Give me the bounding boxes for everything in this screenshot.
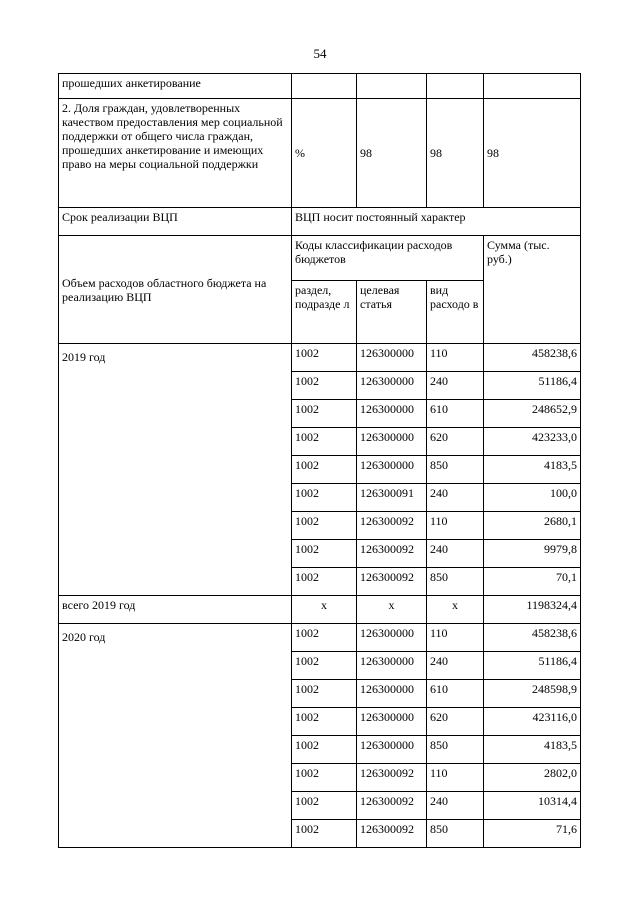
section-code: 1002 xyxy=(292,372,357,400)
term-row xyxy=(59,208,581,236)
sum-value: 423116,0 xyxy=(484,708,581,736)
type-code: 240 xyxy=(427,372,484,400)
target-code: 126300000 xyxy=(357,456,427,484)
target-code: 126300091 xyxy=(357,484,427,512)
section-code: 1002 xyxy=(292,540,357,568)
sum-value: 423233,0 xyxy=(484,428,581,456)
type-code: 240 xyxy=(427,484,484,512)
target-code: 126300000 xyxy=(357,736,427,764)
target-code: 126300092 xyxy=(357,792,427,820)
budget-header-row xyxy=(59,236,581,281)
page-number: 54 xyxy=(313,46,327,61)
total-mark: x xyxy=(427,596,484,624)
section-code: 1002 xyxy=(292,652,357,680)
total-label: всего 2019 год xyxy=(59,596,292,624)
col-target-header: целевая статья xyxy=(357,281,427,344)
section-code: 1002 xyxy=(292,736,357,764)
continuation-text: прошедших анкетирование xyxy=(59,74,292,99)
section-code: 1002 xyxy=(292,456,357,484)
type-code: 110 xyxy=(427,512,484,540)
term-value: ВЦП носит постоянный характер xyxy=(292,208,581,236)
sum-value: 9979,8 xyxy=(484,540,581,568)
section-code: 1002 xyxy=(292,400,357,428)
sum-value: 4183,5 xyxy=(484,736,581,764)
type-code: 240 xyxy=(427,540,484,568)
type-code: 610 xyxy=(427,400,484,428)
target-code: 126300000 xyxy=(357,428,427,456)
sum-value: 100,0 xyxy=(484,484,581,512)
continuation-row xyxy=(59,74,581,99)
target-code: 126300000 xyxy=(357,400,427,428)
total-mark: x xyxy=(357,596,427,624)
target-code: 126300000 xyxy=(357,624,427,652)
total-sum: 1198324,4 xyxy=(484,596,581,624)
target-code: 126300092 xyxy=(357,820,427,848)
total-row xyxy=(59,596,581,624)
sum-value: 2802,0 xyxy=(484,764,581,792)
budget-label: Объем расходов областного бюджета на реализацию ВЦП xyxy=(59,236,292,344)
type-code: 110 xyxy=(427,344,484,372)
indicator-value: 98 xyxy=(357,99,427,208)
target-code: 126300000 xyxy=(357,680,427,708)
indicator-value: 98 xyxy=(484,99,581,208)
type-code: 850 xyxy=(427,820,484,848)
indicator-unit: % xyxy=(292,99,357,208)
type-code: 240 xyxy=(427,792,484,820)
col-type-header: вид расходо в xyxy=(427,281,484,344)
type-code: 110 xyxy=(427,624,484,652)
section-code: 1002 xyxy=(292,680,357,708)
sum-value: 51186,4 xyxy=(484,372,581,400)
section-code: 1002 xyxy=(292,708,357,736)
target-code: 126300092 xyxy=(357,764,427,792)
term-label: Срок реализации ВЦП xyxy=(59,208,292,236)
target-code: 126300092 xyxy=(357,568,427,596)
target-code: 126300000 xyxy=(357,372,427,400)
total-mark: x xyxy=(292,596,357,624)
target-code: 126300000 xyxy=(357,708,427,736)
codes-header: Коды классификации расходов бюджетов xyxy=(292,236,484,281)
section-code: 1002 xyxy=(292,764,357,792)
sum-value: 71,6 xyxy=(484,820,581,848)
target-code: 126300000 xyxy=(357,344,427,372)
type-code: 850 xyxy=(427,456,484,484)
year-label: 2019 год xyxy=(59,344,292,596)
sum-value: 248652,9 xyxy=(484,400,581,428)
section-code: 1002 xyxy=(292,484,357,512)
target-code: 126300092 xyxy=(357,540,427,568)
indicator-value: 98 xyxy=(427,99,484,208)
type-code: 610 xyxy=(427,680,484,708)
type-code: 620 xyxy=(427,428,484,456)
sum-header: Сумма (тыс. руб.) xyxy=(484,236,581,344)
sum-value: 458238,6 xyxy=(484,344,581,372)
type-code: 110 xyxy=(427,764,484,792)
type-code: 850 xyxy=(427,568,484,596)
section-code: 1002 xyxy=(292,344,357,372)
program-table xyxy=(58,73,581,848)
sum-value: 458238,6 xyxy=(484,624,581,652)
section-code: 1002 xyxy=(292,792,357,820)
indicator-row xyxy=(59,99,581,208)
type-code: 850 xyxy=(427,736,484,764)
section-code: 1002 xyxy=(292,428,357,456)
section-code: 1002 xyxy=(292,512,357,540)
sum-value: 4183,5 xyxy=(484,456,581,484)
col-section-header: раздел, подразде л xyxy=(292,281,357,344)
year-label: 2020 год xyxy=(59,624,292,848)
section-code: 1002 xyxy=(292,568,357,596)
section-code: 1002 xyxy=(292,820,357,848)
section-code: 1002 xyxy=(292,624,357,652)
target-code: 126300092 xyxy=(357,512,427,540)
budget-rows xyxy=(59,344,581,848)
table-row xyxy=(59,344,581,372)
sum-value: 248598,9 xyxy=(484,680,581,708)
type-code: 240 xyxy=(427,652,484,680)
sum-value: 70,1 xyxy=(484,568,581,596)
sum-value: 51186,4 xyxy=(484,652,581,680)
target-code: 126300000 xyxy=(357,652,427,680)
sum-value: 2680,1 xyxy=(484,512,581,540)
type-code: 620 xyxy=(427,708,484,736)
sum-value: 10314,4 xyxy=(484,792,581,820)
indicator-name: 2. Доля граждан, удовлетворенных качеством предоставления мер социальной поддержки от общего числа граждан, прошедших анкетирование и имеющих право на меры социальной поддержки xyxy=(59,99,292,208)
table-row xyxy=(59,624,581,652)
